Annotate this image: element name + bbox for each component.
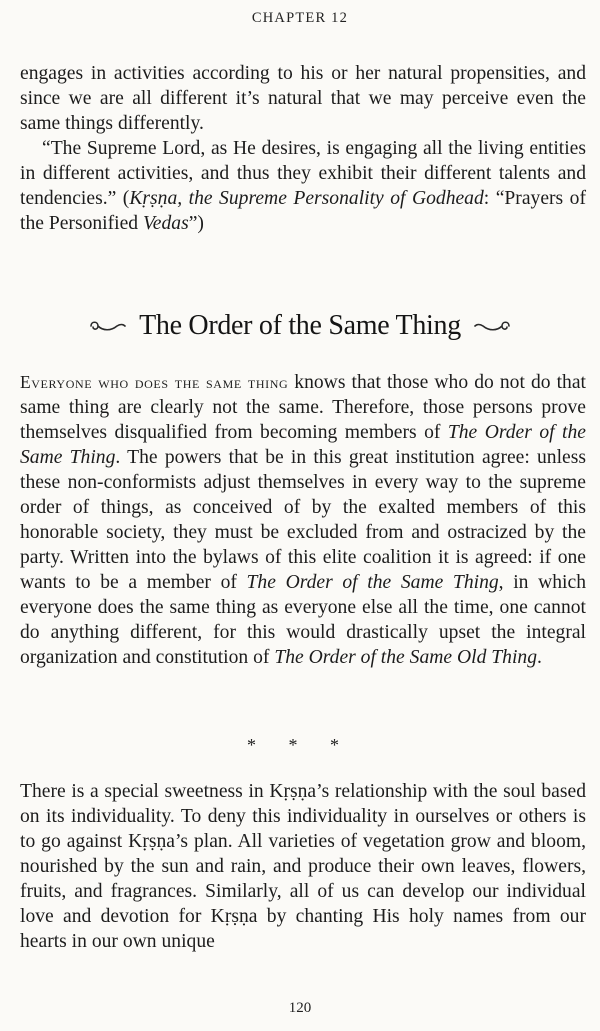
- body-text-3: , in which everyone does the same thing as everyone else all the time, one cannot do anything different, for this would drastically upset the integral organization and constitution of: [20, 572, 586, 668]
- right-flourish-icon: [471, 317, 513, 335]
- continued-paragraph: engages in activities according to his or her natural propensities, and since we are all different it’s natural that we may perceive even the same things differently.: [20, 63, 586, 134]
- body-text-2: . The powers that be in this great institution agree: unless these non-conformists adjust themselves in every way to the supreme order of things, as conceived of by the exalted members of this honorable society, they must be excluded from and ostracized by the party. Written into the bylaws of this elite coalition it is agreed: if one wants to be a member of: [20, 447, 586, 593]
- closing-paragraph: There is a special sweetness in Kṛṣṇa’s relationship with the soul based on its individuality. To deny this individuality in ourselves or others is to go against Kṛṣṇa’s plan. All varieties of vegetation grow and bloom, nourished by the sun and rain, and produce their own leaves, flowers, fruits, and fragrances. Similarly, all of us can develop our individual love and devotion for Kṛṣṇa by chanting His holy names from our hearts in our own unique: [20, 781, 586, 952]
- quote-source-vedas: Vedas: [142, 213, 189, 234]
- quote-source-end: ”): [188, 213, 204, 234]
- section-separator: * * *: [247, 735, 353, 755]
- lead-in-smallcaps: Everyone who does the same thing: [20, 372, 289, 392]
- section-title: The Order of the Same Thing: [139, 310, 461, 341]
- opening-text: [20, 61, 586, 236]
- section-heading: [0, 310, 600, 342]
- order-title-2: The Order of the Same Thing: [246, 572, 499, 593]
- closing-text: [20, 779, 586, 954]
- running-head: CHAPTER 12: [251, 10, 349, 26]
- quote-source-title: Kṛṣṇa, the Supreme Personality of Godhead: [129, 188, 484, 209]
- section-paragraph: [20, 370, 586, 670]
- body-text-4: .: [537, 647, 542, 668]
- left-flourish-icon: [87, 317, 129, 335]
- order-title-1: The Order of the Same Thing: [20, 422, 586, 468]
- section-body: [20, 370, 586, 670]
- quote-paragraph: “The Supreme Lord, as He desires, is engaging all the living entities in different activities, and thus they exhibit their different talents and tendencies.” (Kṛṣṇa, the Supreme Personality of Godhead: “Prayers of the Personified Vedas”): [20, 138, 586, 234]
- quote-source-mid: : “Prayers of the Personified: [20, 188, 586, 234]
- page-number: 120: [288, 1000, 312, 1016]
- body-text-1: knows that those who do not do that same thing are clearly not the same. Therefore, those persons prove themselves disqualified from becoming members of: [20, 372, 586, 443]
- quote-text: “The Supreme Lord, as He desires, is engaging all the living entities in different activities, and thus they exhibit their different talents and tendencies.”: [20, 138, 586, 209]
- order-old-title: The Order of the Same Old Thing: [274, 647, 538, 668]
